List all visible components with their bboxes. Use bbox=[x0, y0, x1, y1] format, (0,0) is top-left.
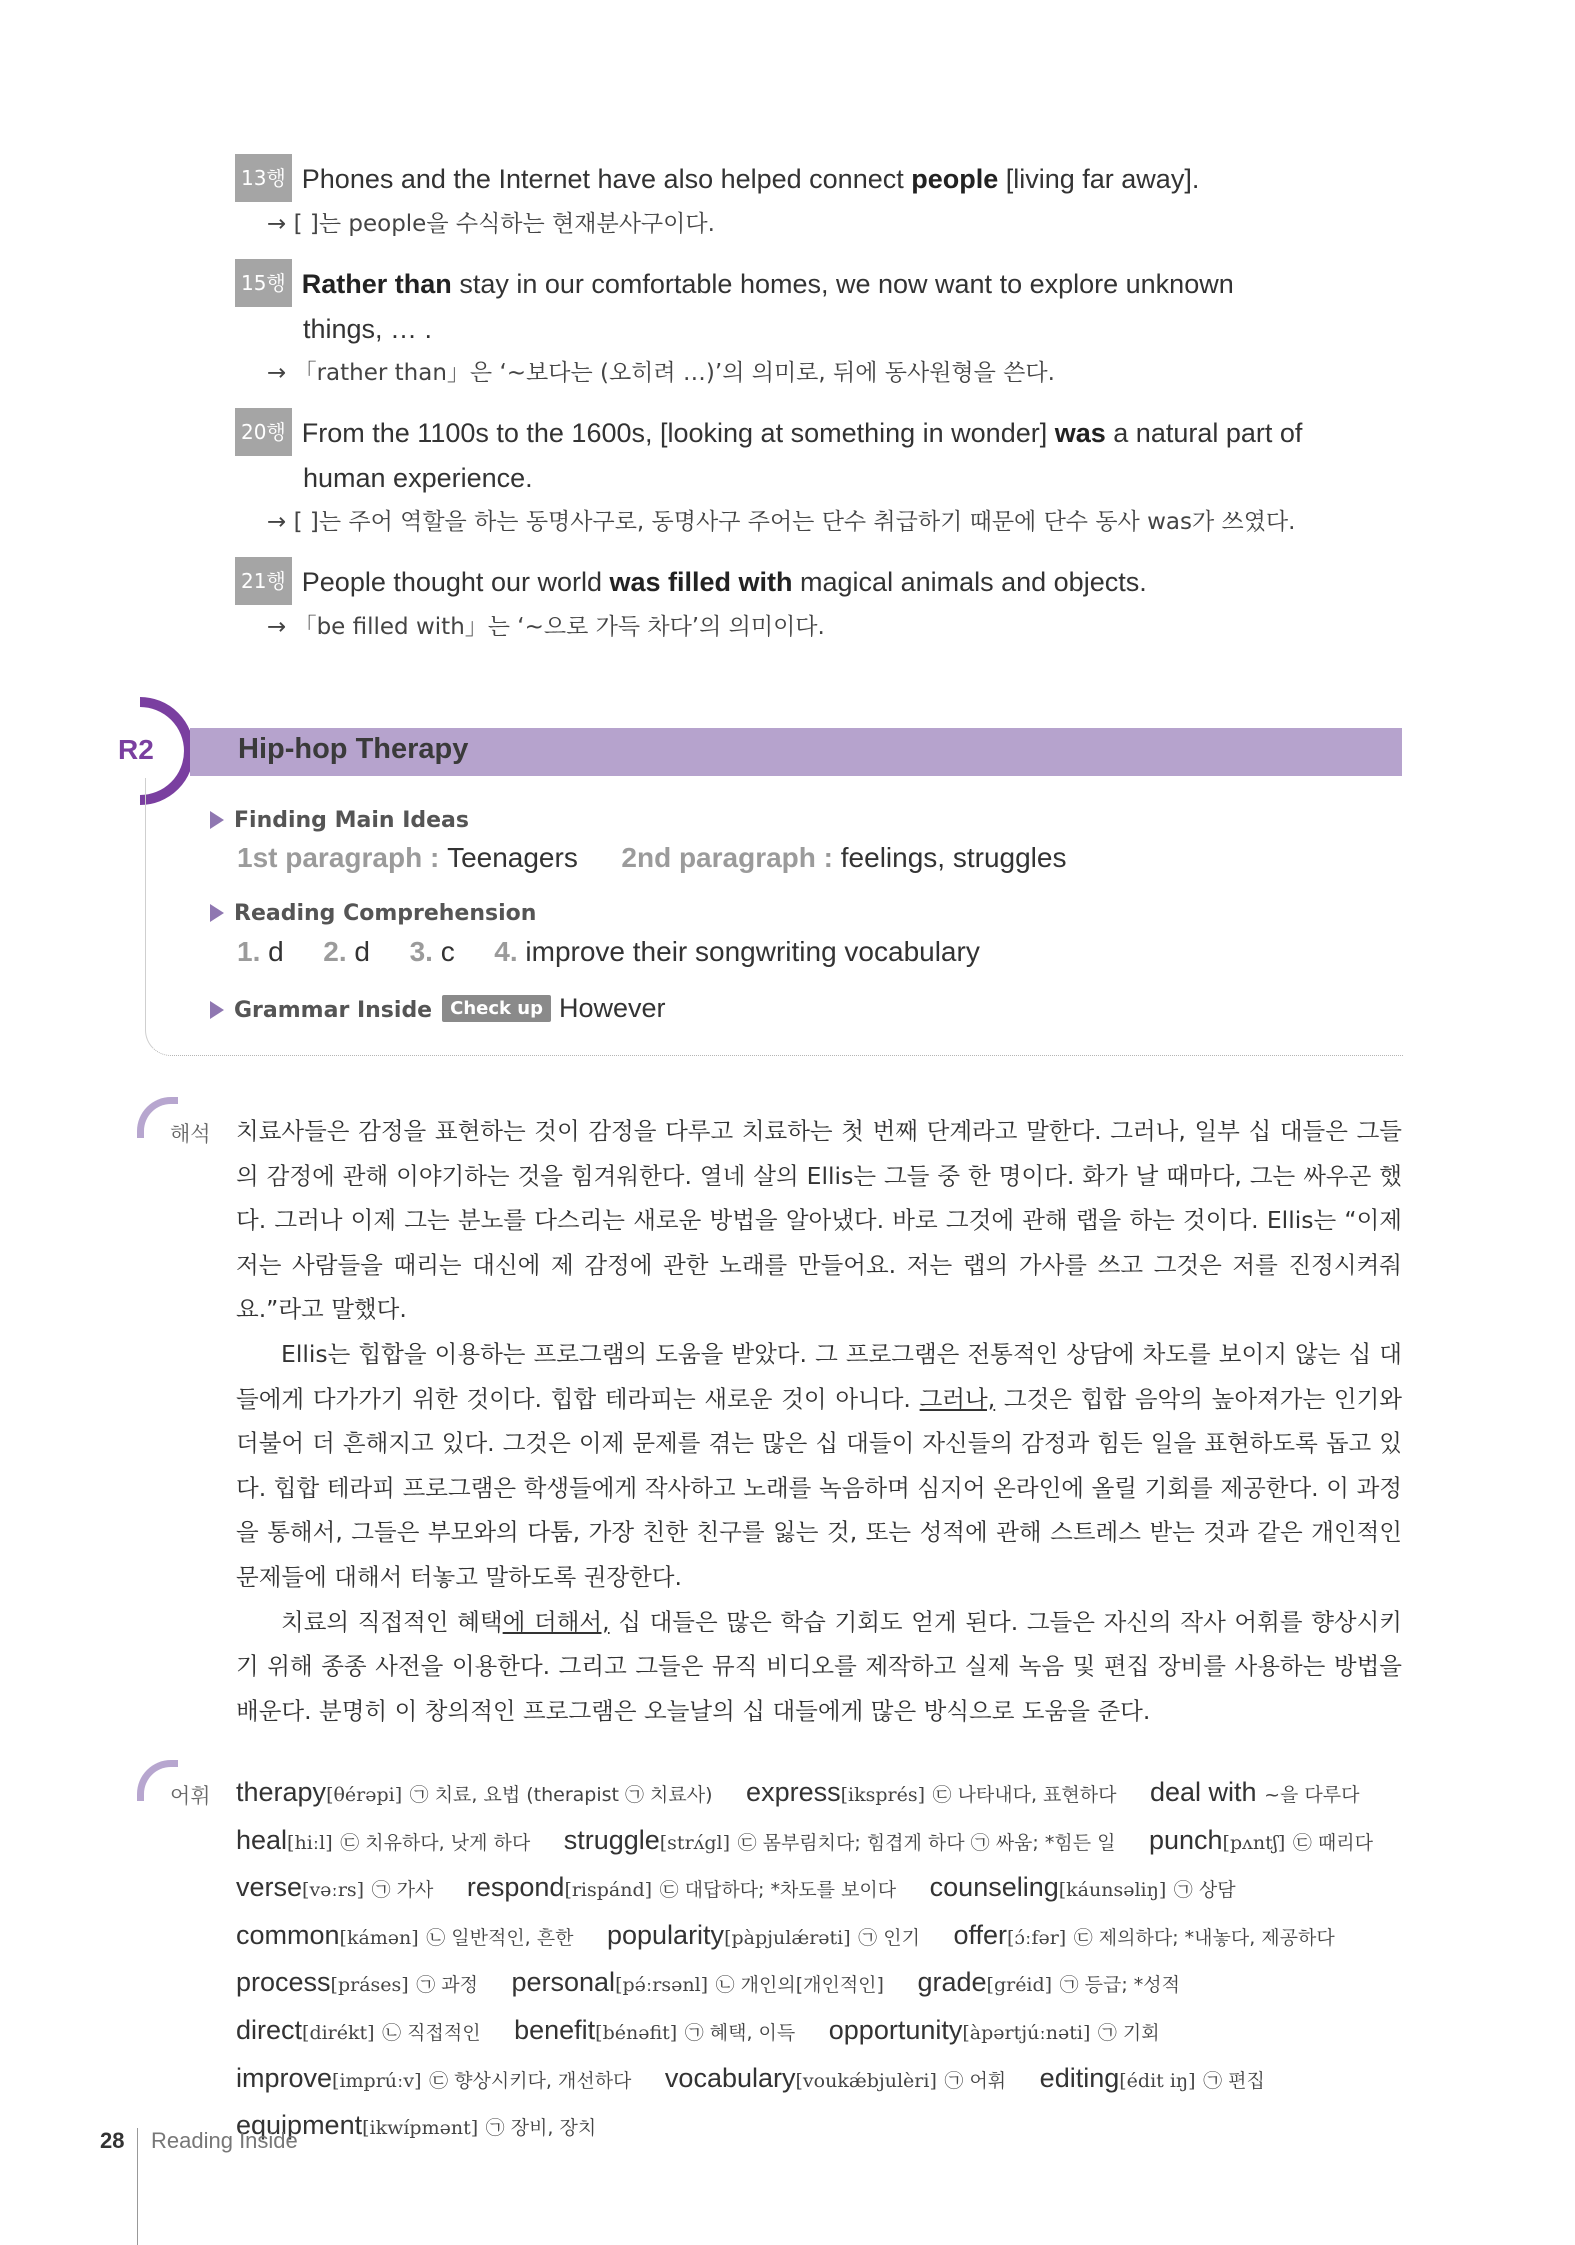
triangle-bullet-icon bbox=[210, 811, 224, 829]
vocab-entry bbox=[236, 1825, 530, 1855]
vocab-definition: ㉠ 가사 bbox=[371, 1879, 434, 1902]
grammar-answer: However bbox=[558, 993, 666, 1023]
vocab-phonetic: [iksprés] bbox=[840, 1784, 925, 1806]
vocab-word: offer bbox=[953, 1919, 1007, 1950]
vocab-definition: ㉡ 직접적인 bbox=[382, 2021, 481, 2044]
note-sentence: Rather than stay in our comfortable homes, we now want to explore unknown bbox=[301, 269, 1234, 299]
vocab-entry bbox=[829, 2015, 1160, 2045]
note-explanation: → 「rather than」은 ‘~보다는 (오히려 …)’의 의미로, 뒤에 동사원형을 쓴다. bbox=[267, 360, 1055, 386]
vocab-phonetic: [práses] bbox=[330, 1974, 409, 1997]
note-sentence: From the 1100s to the 1600s, [looking at something in wonder] was a natural part of bbox=[301, 418, 1303, 448]
vocab-word: verse bbox=[236, 1872, 303, 1903]
vocab-definition: ㉠ 과정 bbox=[416, 1974, 478, 1997]
vocab-entry bbox=[1040, 2063, 1265, 2093]
vocab-phonetic: [édit iŋ] bbox=[1119, 2069, 1196, 2092]
vocab-definition: ㉠ 어휘 bbox=[944, 2069, 1007, 2092]
note-sentence: People thought our world was filled with magical animals and objects. bbox=[301, 567, 1147, 597]
triangle-bullet-icon bbox=[210, 1001, 224, 1019]
vocab-entry bbox=[953, 1920, 1334, 1950]
vocab-definition: ㉢ 나타내다, 표현하다 bbox=[932, 1784, 1117, 1806]
vocab-entry bbox=[511, 1967, 883, 1997]
vocab-definition: ㉢ 대답하다; *차도를 보이다 bbox=[659, 1879, 897, 1902]
vocab-word: equipment bbox=[236, 2110, 363, 2141]
vocab-word: vocabulary bbox=[664, 2062, 796, 2093]
check-up-badge: Check up bbox=[442, 995, 551, 1022]
section-label: R2 bbox=[118, 734, 154, 765]
vocab-definition: ㉠ 편집 bbox=[1203, 2069, 1265, 2092]
vocab-word: heal bbox=[236, 1824, 288, 1855]
vocab-phonetic: [gréid] bbox=[986, 1974, 1053, 1997]
vocab-phonetic: [kámən] bbox=[339, 1926, 419, 1949]
vocab-word: deal with bbox=[1149, 1777, 1257, 1807]
vocab-entry bbox=[930, 1872, 1236, 1902]
vocab-phonetic: [àpərtjúːnəti] bbox=[962, 2021, 1091, 2044]
vocab-word: opportunity bbox=[828, 2014, 963, 2045]
triangle-bullet-icon bbox=[210, 904, 224, 922]
translation-text bbox=[236, 1109, 1402, 1733]
vocab-word: common bbox=[236, 1919, 340, 1950]
note-explanation: → 「be filled with」는 ‘~으로 가득 차다’의 의미이다. bbox=[267, 614, 825, 640]
vocab-entry bbox=[607, 1920, 920, 1950]
vocab-phonetic: [vəːrs] bbox=[302, 1879, 365, 1902]
note-explanation: → [ ]는 주어 역할을 하는 동명사구로, 동명사구 주어는 단수 취급하기 때문에 단수 동사 was가 쓰였다. bbox=[267, 509, 1296, 535]
main-ideas-answer: 1st paragraph : Teenagers 2nd paragraph : feelings, struggles bbox=[237, 842, 1067, 873]
vocab-phonetic: [pə́ːrsənl] bbox=[615, 1974, 709, 1997]
vocab-definition: ㉠ 장비, 장치 bbox=[485, 2117, 597, 2140]
vocab-phonetic: [voukǽbjulèri] bbox=[795, 2069, 937, 2092]
vocab-entry bbox=[746, 1777, 1116, 1807]
vocab-phonetic: [pàpjulǽrəti] bbox=[724, 1926, 851, 1949]
vocab-definition: ㉠ 등급; *성적 bbox=[1059, 1974, 1181, 1997]
vocab-phonetic: [ikwípmənt] bbox=[362, 2117, 479, 2140]
vocab-word: personal bbox=[511, 1967, 616, 1998]
vocab-word: process bbox=[236, 1967, 331, 1998]
line-number-tag: 20행 bbox=[235, 408, 292, 456]
comprehension-answers: 1. d 2. d 3. c 4. improve their songwriting vocabulary bbox=[237, 936, 980, 967]
vocab-word: grade bbox=[917, 1967, 987, 1998]
vocab-phonetic: [strʌ́gl] bbox=[659, 1831, 731, 1854]
vocab-word: editing bbox=[1039, 2062, 1120, 2093]
vocab-phonetic: [imprúːv] bbox=[332, 2069, 422, 2092]
grammar-inside-heading: Grammar Inside Check up However bbox=[210, 993, 666, 1024]
vocab-word: improve bbox=[236, 2062, 333, 2093]
vocab-entry bbox=[665, 2063, 1006, 2093]
section-title: Hip-hop Therapy bbox=[238, 733, 469, 765]
vocab-word: benefit bbox=[514, 2014, 596, 2045]
vocab-word: counseling bbox=[929, 1872, 1059, 1903]
vocab-phonetic: [θérəpi] bbox=[326, 1784, 403, 1806]
vocab-entry bbox=[236, 1872, 433, 1902]
note-explanation: → [ ]는 people을 수식하는 현재분사구이다. bbox=[267, 211, 715, 237]
translation-paragraph: Ellis는 힙합을 이용하는 프로그램의 도움을 받았다. 그 프로그램은 전통적인 상담에 차도를 보이지 않는 십 대들에게 다가가기 위한 것이다. 힙합 테라피는 새로운 것이 아니다. 그러나, 그것은 힙합 음악의 높아져가는 인기와 더불어 더 흔해지고 있다. 그것은 이제 문제를 겪는 많은 십 대들이 자신들의 감정과 힘든 일을 표현하도록 돕고 있다. 힙합 테라피 프로그램은 학생들에게 작사하고 노래를 녹음하며 심지어 온라인에 올릴 기회를 제공한다. 이 과정을 통해서, 그들은 부모와의 다툼, 가장 친한 친구를 잃는 것, 또는 성적에 관해 스트레스 받는 것과 같은 개인적인 문제들에 대해서 터놓고 말하도록 권장한다. bbox=[236, 1339, 1402, 1591]
vocab-definition: ~을 다루다 bbox=[1264, 1784, 1360, 1806]
vocab-definition: ㉠ 치료, 요법 (therapist ㉠ 치료사) bbox=[409, 1784, 713, 1806]
vocab-word: respond bbox=[466, 1872, 565, 1903]
vocab-word: struggle bbox=[563, 1824, 660, 1855]
vocab-entry bbox=[236, 1967, 478, 1997]
translation-paragraph: 치료의 직접적인 혜택에 더해서, 십 대들은 많은 학습 기회도 얻게 된다. 그들은 자신의 작사 어휘를 향상시키기 위해 종종 사전을 이용한다. 그리고 그들은 뮤직 비디오를 제작하고 실제 녹음 및 편집 장비를 사용하는 방법을 배운다. 분명히 이 창의적인 프로그램은 오늘날의 십 대들에게 많은 방식으로 도움을 준다. bbox=[236, 1607, 1403, 1725]
vocab-entry bbox=[236, 2063, 631, 2093]
vocab-entry bbox=[467, 1872, 896, 1902]
vocab-entry bbox=[236, 1777, 713, 1807]
vocab-definition: ㉠ 기회 bbox=[1097, 2021, 1160, 2044]
vocab-definition: ㉢ 제의하다; *내놓다, 제공하다 bbox=[1073, 1926, 1335, 1949]
translation-paragraph: 치료사들은 감정을 표현하는 것이 감정을 다루고 치료하는 첫 번째 단계라고 말한다. 그러나, 일부 십 대들은 그들의 감정에 관해 이야기하는 것을 힘겨워한다. 열네 살의 Ellis는 그들 중 한 명이다. 화가 날 때마다, 그는 싸우곤 했다. 그러나 이제 그는 분노를 다스리는 새로운 방법을 알아냈다. 바로 그것에 관해 랩을 하는 것이다. Ellis는 “이제 저는 사람들을 때리는 대신에 제 감정에 관한 노래를 만들어요. 저는 랩의 가사를 쓰고 그것은 저를 진정시켜줘요.”라고 말했다. bbox=[236, 1117, 1402, 1324]
grammar-note bbox=[235, 408, 1405, 544]
vocab-phonetic: [rispánd] bbox=[564, 1879, 653, 1902]
vocab-entry bbox=[917, 1967, 1180, 1997]
vocab-entry bbox=[1150, 1777, 1359, 1807]
vocab-definition: ㉢ 치유하다, 낫게 하다 bbox=[340, 1831, 531, 1854]
vocab-phonetic: [hiːl] bbox=[287, 1831, 333, 1854]
vocab-definition: ㉡ 일반적인, 흔한 bbox=[426, 1926, 574, 1949]
note-sentence: Phones and the Internet have also helped connect people [living far away]. bbox=[301, 164, 1200, 194]
vocab-word: popularity bbox=[606, 1919, 725, 1950]
grammar-note bbox=[235, 154, 1405, 246]
vocab-word: therapy bbox=[236, 1777, 327, 1807]
vocab-word: express bbox=[746, 1777, 841, 1807]
vocab-entry bbox=[1149, 1825, 1373, 1855]
main-ideas-heading: Finding Main Ideas bbox=[210, 808, 469, 833]
vocab-definition: ㉡ 개인의[개인적인] bbox=[715, 1974, 884, 1997]
vocab-phonetic: [bénəfit] bbox=[595, 2021, 678, 2044]
grammar-note bbox=[235, 557, 1405, 649]
vocab-word: punch bbox=[1148, 1824, 1223, 1855]
page-number: 28 bbox=[100, 2128, 125, 2153]
vocab-list bbox=[236, 1770, 1426, 2151]
grammar-note bbox=[235, 259, 1405, 395]
comprehension-heading: Reading Comprehension bbox=[210, 901, 536, 926]
vocab-definition: ㉢ 몸부림치다; 힘겹게 하다 ㉠ 싸움; *힘든 일 bbox=[737, 1831, 1116, 1854]
vocab-entry bbox=[514, 2015, 795, 2045]
vocab-phonetic: [dirékt] bbox=[302, 2021, 375, 2044]
vocab-definition: ㉢ 때리다 bbox=[1292, 1831, 1373, 1854]
vocab-definition: ㉢ 향상시키다, 개선하다 bbox=[429, 2069, 632, 2092]
vocab-definition: ㉠ 상담 bbox=[1173, 1879, 1236, 1902]
vocab-word: direct bbox=[236, 2014, 303, 2045]
vocab-definition: ㉠ 인기 bbox=[858, 1926, 920, 1949]
translation-label: 해석 bbox=[170, 1122, 211, 1146]
vocab-phonetic: [káunsəliŋ] bbox=[1058, 1879, 1167, 1902]
note-sentence-continued: things, … . bbox=[303, 314, 433, 344]
vocab-definition: ㉠ 혜택, 이득 bbox=[684, 2021, 796, 2044]
line-number-tag: 21행 bbox=[235, 557, 292, 605]
vocab-phonetic: [ɔ́ːfər] bbox=[1006, 1926, 1067, 1949]
line-number-tag: 15행 bbox=[235, 259, 292, 307]
vocab-label: 어휘 bbox=[170, 1784, 211, 1808]
line-number-tag: 13행 bbox=[235, 154, 292, 202]
note-sentence-continued: human experience. bbox=[303, 463, 533, 493]
footer-divider bbox=[137, 2128, 138, 2245]
vocab-entry bbox=[236, 2015, 481, 2045]
vocab-entry bbox=[236, 1920, 573, 1950]
vocab-entry bbox=[564, 1825, 1116, 1855]
footer-book-title: Reading Inside bbox=[151, 2128, 298, 2153]
vocab-phonetic: [pʌntʃ] bbox=[1222, 1831, 1286, 1854]
